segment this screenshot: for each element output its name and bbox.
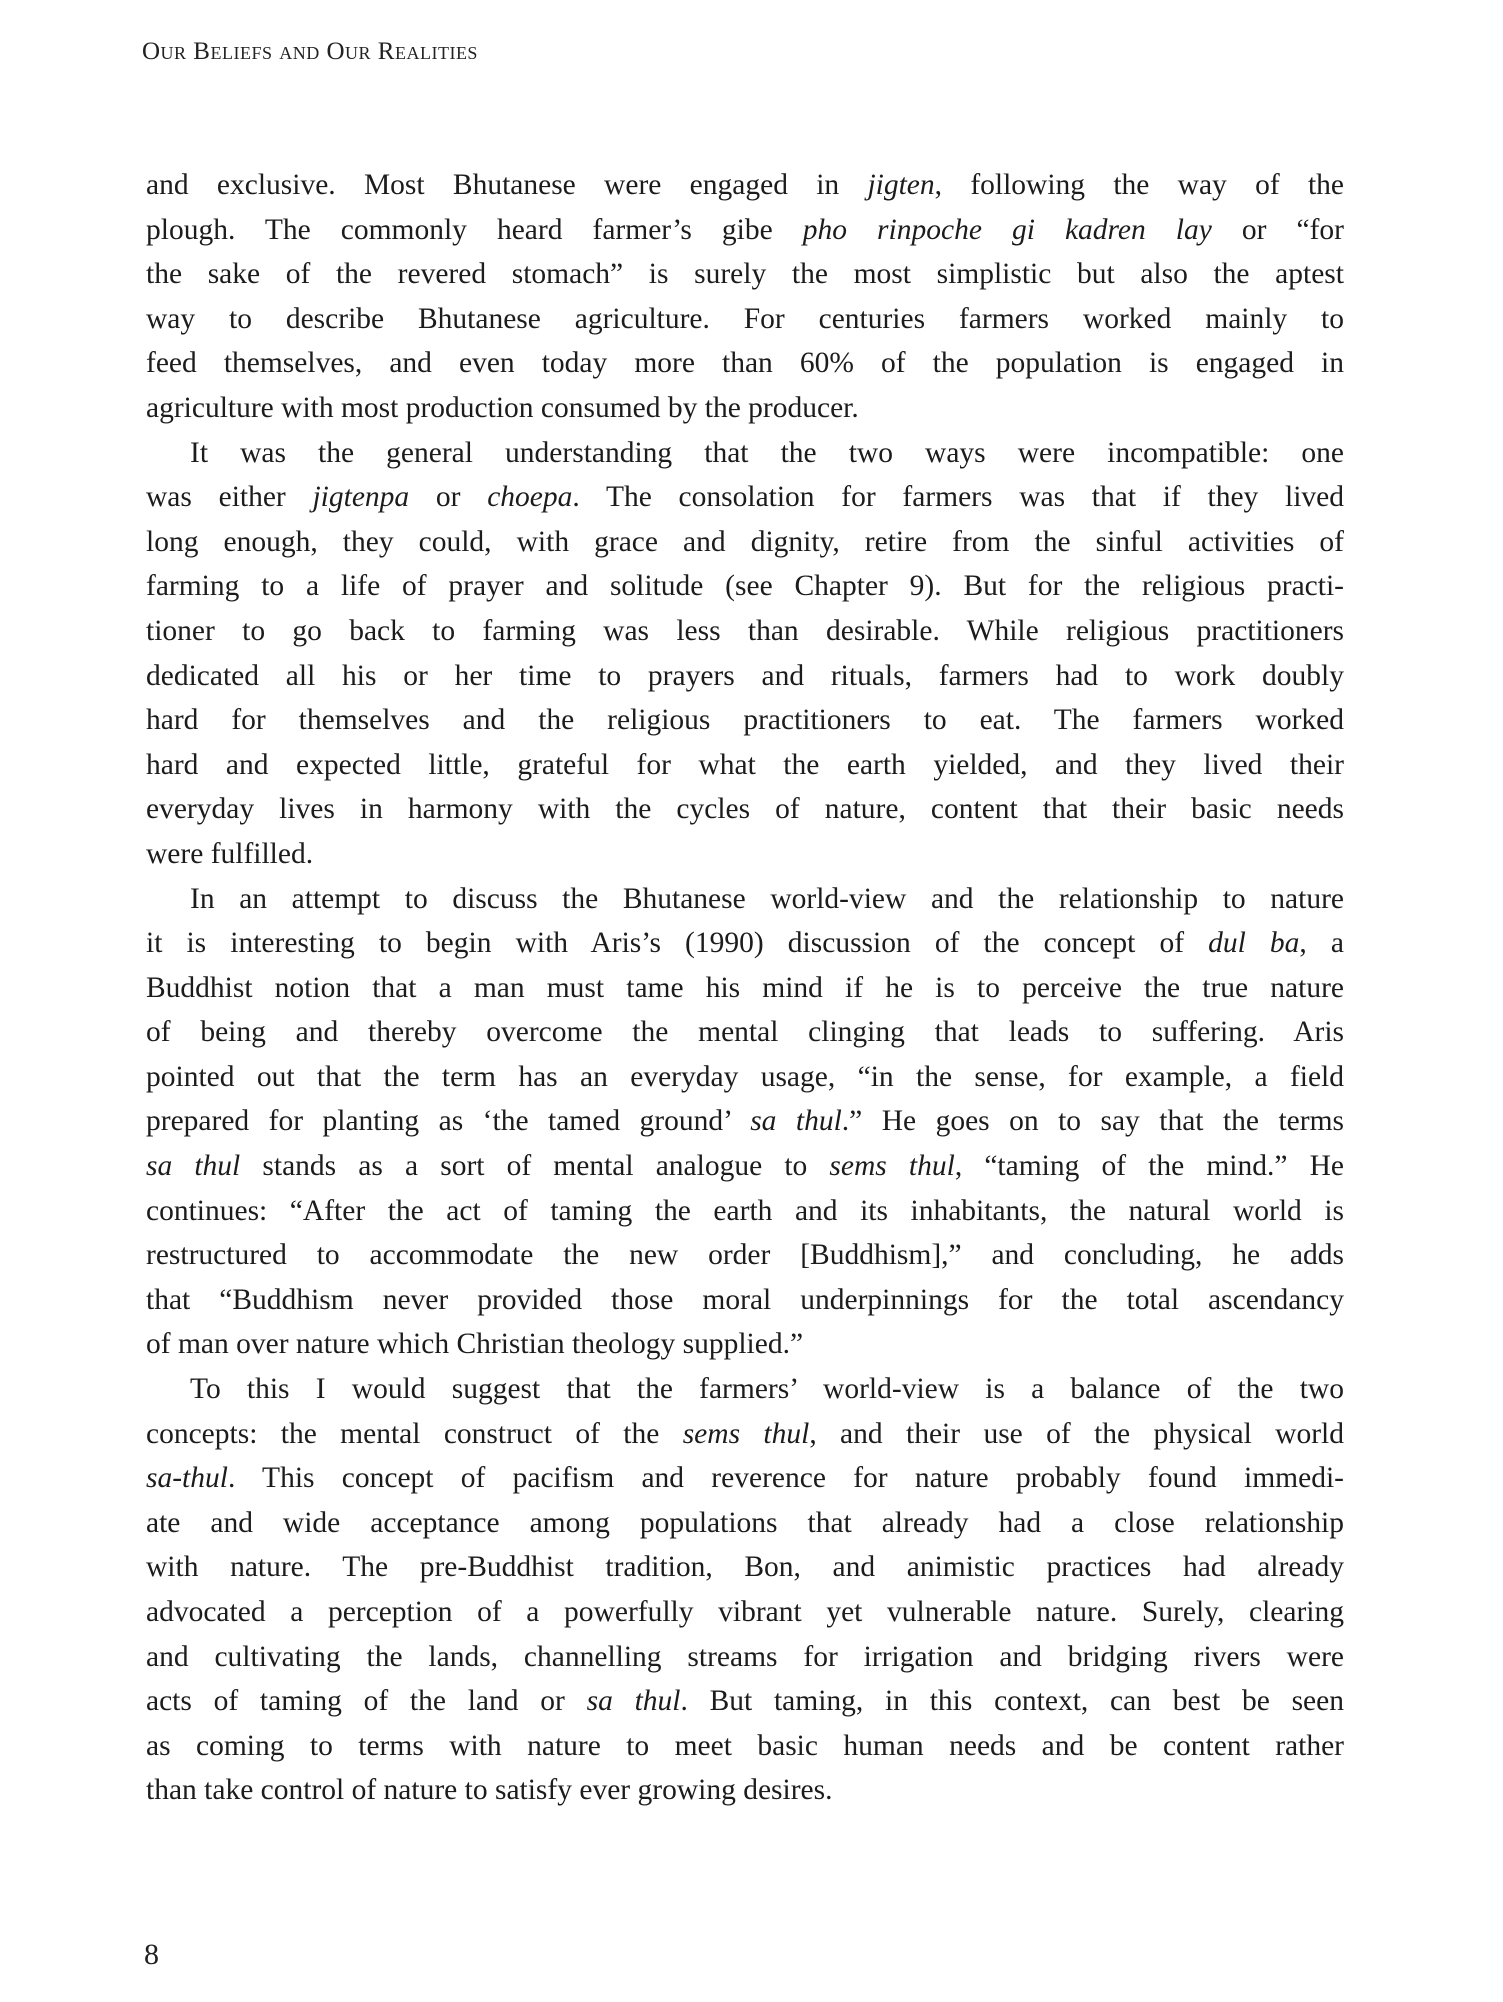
text-line bbox=[146, 1055, 1344, 1100]
text-line bbox=[146, 877, 1344, 922]
text-run: way to describe Bhutanese agriculture. For centuries farmers worked mainly to bbox=[146, 302, 1344, 335]
text-run: hard for themselves and the religious practitioners to eat. The farmers worked bbox=[146, 704, 1344, 737]
italic-term: jigtenpa bbox=[312, 481, 410, 514]
text-line bbox=[146, 1144, 1344, 1189]
italic-term: pho rinpoche gi kadren lay bbox=[802, 213, 1212, 246]
italic-term: sems thul bbox=[829, 1150, 955, 1183]
text-run: and exclusive. Most Bhutanese were engaged in bbox=[146, 169, 868, 201]
text-run: In an attempt to discuss the Bhutanese world-view and the relationship to nature bbox=[190, 882, 1344, 915]
text-line bbox=[146, 163, 1344, 208]
text-run: concepts: the mental construct of the bbox=[146, 1417, 683, 1450]
text-run: that “Buddhism never provided those moral underpinnings for the total ascendancy bbox=[146, 1283, 1344, 1316]
text-run: hard and expected little, grateful for what the earth yielded, and they lived their bbox=[146, 748, 1344, 781]
body-text bbox=[146, 163, 1344, 1813]
text-line bbox=[146, 431, 1344, 476]
text-line bbox=[146, 1233, 1344, 1278]
text-line bbox=[146, 1590, 1344, 1635]
text-line bbox=[146, 564, 1344, 609]
text-run: everyday lives in harmony with the cycles of nature, content that their basic needs bbox=[146, 793, 1344, 826]
paragraph bbox=[146, 163, 1344, 431]
text-line bbox=[146, 921, 1344, 966]
text-line bbox=[146, 208, 1344, 253]
italic-term: sa thul bbox=[146, 1150, 241, 1183]
text-line bbox=[146, 832, 1344, 877]
text-run: advocated a perception of a powerfully vibrant yet vulnerable nature. Surely, clearing bbox=[146, 1596, 1344, 1628]
text-run: long enough, they could, with grace and dignity, retire from the sinful activities of bbox=[146, 525, 1344, 558]
text-run: pointed out that the term has an everyday usage, “in the sense, for example, a field bbox=[146, 1060, 1344, 1093]
text-line bbox=[146, 1635, 1344, 1680]
text-run: To this I would suggest that the farmers’ world-view is a balance of the two bbox=[190, 1373, 1344, 1406]
text-run: Buddhist notion that a man must tame his mind if he is to perceive the true nature bbox=[146, 971, 1344, 1004]
text-run: the sake of the revered stomach” is surely the most simplistic but also the aptest bbox=[146, 258, 1344, 291]
text-line bbox=[146, 252, 1344, 297]
text-run: with nature. The pre-Buddhist tradition, Bon, and animistic practices had already bbox=[146, 1551, 1344, 1584]
text-run: plough. The commonly heard farmer’s gibe bbox=[146, 213, 803, 246]
text-run: .” He goes on to say that the terms bbox=[841, 1105, 1345, 1138]
italic-term: jigten bbox=[867, 169, 935, 201]
text-line bbox=[146, 1010, 1344, 1055]
text-run: agriculture with most production consumed by the producer. bbox=[146, 391, 859, 424]
text-run: was either bbox=[146, 481, 313, 514]
text-line bbox=[146, 386, 1344, 431]
text-run: tioner to go back to farming was less than desirable. While religious practitioners bbox=[146, 614, 1344, 647]
text-run: acts of taming of the land or bbox=[146, 1685, 587, 1718]
text-line bbox=[146, 698, 1344, 743]
text-run: . The consolation for farmers was that if they lived bbox=[572, 481, 1345, 514]
text-run: prepared for planting as ‘the tamed ground’ bbox=[146, 1105, 751, 1138]
italic-term: choepa bbox=[487, 481, 573, 514]
text-line bbox=[146, 1679, 1344, 1724]
text-run: of being and thereby overcome the mental clinging that leads to suffering. Aris bbox=[146, 1016, 1344, 1049]
text-line bbox=[146, 1099, 1344, 1144]
text-line bbox=[146, 743, 1344, 788]
text-run: , “taming of the mind.” He bbox=[954, 1150, 1345, 1183]
text-run: , following the way of the bbox=[934, 169, 1344, 201]
text-line bbox=[146, 1724, 1344, 1769]
text-run: . This concept of pacifism and reverence for nature probably found immedi- bbox=[227, 1462, 1344, 1495]
text-line bbox=[146, 520, 1344, 565]
text-line bbox=[146, 609, 1344, 654]
text-run: than take control of nature to satisfy ever growing desires. bbox=[146, 1774, 833, 1807]
text-run: it is interesting to begin with Aris’s (1990) discussion of the concept of bbox=[146, 927, 1209, 960]
text-line bbox=[146, 787, 1344, 832]
text-run: . But taming, in this context, can best be seen bbox=[680, 1685, 1344, 1718]
paragraph bbox=[146, 1367, 1344, 1813]
text-run: stands as a sort of mental analogue to bbox=[240, 1150, 830, 1183]
text-run: dedicated all his or her time to prayers and rituals, farmers had to work doubly bbox=[146, 659, 1344, 692]
text-run: ate and wide acceptance among populations that already had a close relationship bbox=[146, 1506, 1344, 1539]
text-line bbox=[146, 1367, 1344, 1412]
text-run: feed themselves, and even today more than 60% of the population is engaged in bbox=[146, 347, 1344, 380]
text-line bbox=[146, 1501, 1344, 1546]
italic-term: sa thul bbox=[586, 1685, 681, 1718]
page-number: 8 bbox=[144, 1938, 159, 1971]
italic-term: sa-thul bbox=[146, 1462, 228, 1495]
text-line bbox=[146, 341, 1344, 386]
text-line bbox=[146, 1456, 1344, 1501]
text-run: , and their use of the physical world bbox=[809, 1417, 1344, 1450]
text-run: and cultivating the lands, channelling streams for irrigation and bridging rivers were bbox=[146, 1640, 1344, 1673]
paragraph bbox=[146, 877, 1344, 1368]
text-run: continues: “After the act of taming the earth and its inhabitants, the natural world is bbox=[146, 1194, 1344, 1227]
text-line bbox=[146, 1278, 1344, 1323]
text-line bbox=[146, 1322, 1344, 1367]
text-run: , a bbox=[1299, 927, 1344, 960]
italic-term: sems thul bbox=[682, 1417, 810, 1450]
text-run: or bbox=[409, 481, 488, 514]
text-line bbox=[146, 1545, 1344, 1590]
text-run: were fulfilled. bbox=[146, 837, 314, 870]
text-line bbox=[146, 966, 1344, 1011]
text-line bbox=[146, 654, 1344, 699]
text-line bbox=[146, 1768, 1344, 1813]
text-run: of man over nature which Christian theology supplied.” bbox=[146, 1328, 804, 1361]
paragraph bbox=[146, 431, 1344, 877]
text-line bbox=[146, 1412, 1344, 1457]
text-run: restructured to accommodate the new order [Buddhism],” and concluding, he adds bbox=[146, 1239, 1344, 1272]
text-run: as coming to terms with nature to meet basic human needs and be content rather bbox=[146, 1729, 1344, 1762]
italic-term: dul ba bbox=[1208, 927, 1300, 960]
text-run: It was the general understanding that the two ways were incompatible: one bbox=[190, 436, 1344, 469]
text-line bbox=[146, 475, 1344, 520]
text-run: farming to a life of prayer and solitude (see Chapter 9). But for the religious practi- bbox=[146, 570, 1344, 603]
italic-term: sa thul bbox=[750, 1105, 842, 1138]
text-line bbox=[146, 297, 1344, 342]
text-line bbox=[146, 1189, 1344, 1234]
running-head: Our Beliefs and Our Realities bbox=[142, 38, 478, 65]
text-run: or “for bbox=[1211, 213, 1345, 246]
